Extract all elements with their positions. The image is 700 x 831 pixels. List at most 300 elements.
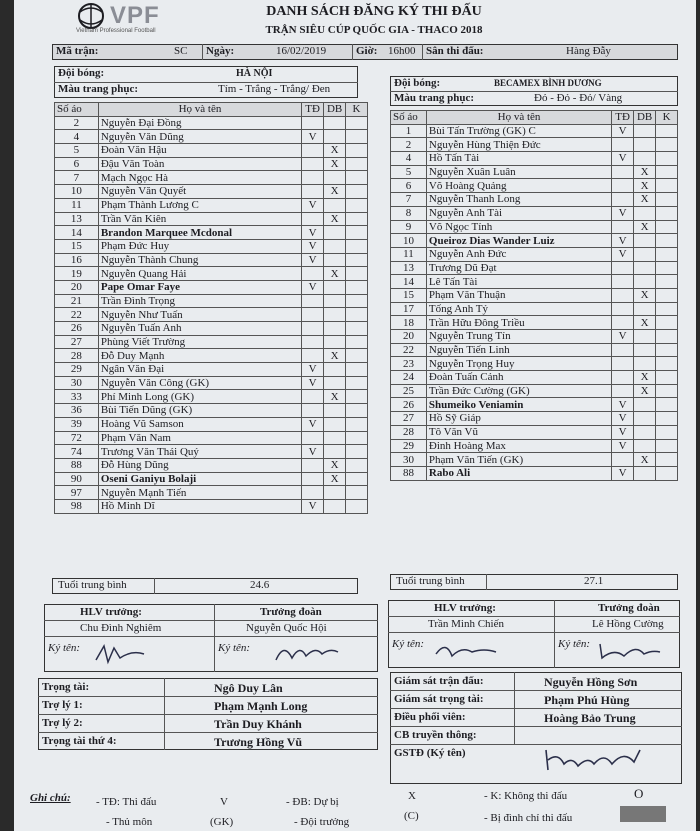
player-name: Nguyễn Quang Hải xyxy=(98,267,301,281)
player-k-mark xyxy=(346,335,368,349)
player-name: Trần Đức Cường (GK) xyxy=(426,384,611,398)
vpf-ball-icon xyxy=(76,2,112,30)
player-db-mark xyxy=(324,130,346,144)
player-db-mark xyxy=(634,357,656,371)
player-td-mark xyxy=(302,322,324,336)
player-k-mark xyxy=(346,294,368,308)
legend-k-label: - K: Không thi đấu xyxy=(484,790,568,802)
legend-db-label: - ĐB: Dự bị xyxy=(286,796,339,808)
player-td-mark xyxy=(612,261,634,275)
player-td-mark: V xyxy=(302,253,324,267)
player-name: Trần Đình Trọng xyxy=(98,294,301,308)
player-number: 30 xyxy=(391,453,427,467)
roster-row xyxy=(391,343,678,357)
match-venue-label: Sân thi đấu: xyxy=(426,45,484,57)
player-number: 5 xyxy=(391,165,427,179)
player-k-mark xyxy=(656,466,678,480)
right-team-label: Đội bóng: xyxy=(394,77,441,89)
player-db-mark xyxy=(634,261,656,275)
player-db-mark: X xyxy=(324,144,346,158)
player-number: 26 xyxy=(55,322,99,336)
player-name: Nguyễn Đại Đồng xyxy=(98,116,301,130)
right-manager: Lê Hồng Cường xyxy=(592,618,664,630)
right-manager-sign-label: Ký tên: xyxy=(558,638,591,650)
right-team-name: BECAMEX BÌNH DƯƠNG xyxy=(494,78,602,88)
player-number: 13 xyxy=(391,261,427,275)
player-number: 29 xyxy=(391,439,427,453)
player-name: Nguyễn Trọng Huy xyxy=(426,357,611,371)
player-td-mark xyxy=(612,179,634,193)
player-number: 7 xyxy=(55,171,99,185)
player-td-mark xyxy=(612,275,634,289)
player-db-mark: X xyxy=(634,384,656,398)
left-kit-label: Màu trang phục: xyxy=(58,83,139,95)
roster-row xyxy=(391,466,678,480)
player-k-mark xyxy=(656,439,678,453)
player-db-mark xyxy=(324,239,346,253)
player-name: Trương Văn Thái Quý xyxy=(98,445,301,459)
col-db: DB xyxy=(324,103,346,117)
left-manager-sign-label: Ký tên: xyxy=(218,642,251,654)
player-name: Nguyễn Hùng Thiện Đức xyxy=(426,138,611,152)
player-number: 88 xyxy=(391,466,427,480)
player-td-mark xyxy=(302,185,324,199)
left-roster-header xyxy=(55,103,368,117)
player-td-mark: V xyxy=(302,445,324,459)
player-db-mark xyxy=(324,198,346,212)
player-db-mark xyxy=(634,439,656,453)
player-name: Ngân Văn Đại xyxy=(98,363,301,377)
player-db-mark xyxy=(634,398,656,412)
roster-row xyxy=(55,335,368,349)
player-td-mark: V xyxy=(612,206,634,220)
roster-row xyxy=(391,316,678,330)
player-number: 72 xyxy=(55,431,99,445)
player-k-mark xyxy=(346,322,368,336)
player-td-mark xyxy=(302,267,324,281)
player-td-mark: V xyxy=(302,376,324,390)
roster-row xyxy=(55,499,368,513)
player-db-mark: X xyxy=(324,185,346,199)
roster-row xyxy=(391,152,678,166)
left-avg-age: 24.6 xyxy=(250,579,270,591)
legend-td-label: - TĐ: Thi đấu xyxy=(96,796,157,808)
player-td-mark xyxy=(612,302,634,316)
roster-row xyxy=(55,322,368,336)
legend-db-mark: X xyxy=(408,790,416,802)
roster-row xyxy=(55,144,368,158)
player-db-mark xyxy=(324,280,346,294)
match-venue: Hàng Đẫy xyxy=(566,45,611,57)
legend-captain-mark: (C) xyxy=(404,810,419,822)
player-k-mark xyxy=(656,124,678,138)
vpf-logo-subtext: Vietnam Professional Football xyxy=(76,28,156,34)
roster-row xyxy=(391,138,678,152)
player-db-mark: X xyxy=(324,349,346,363)
player-name: Tống Anh Tỷ xyxy=(426,302,611,316)
supervisor-name: Nguyễn Hồng Sơn xyxy=(544,675,638,689)
player-name: Phùng Viết Trường xyxy=(98,335,301,349)
referee-label: Trợ lý 1: xyxy=(42,699,83,711)
roster-row xyxy=(55,404,368,418)
col-k: K xyxy=(656,111,678,125)
player-number: 26 xyxy=(391,398,427,412)
col-number: Số áo xyxy=(55,103,99,117)
player-td-mark xyxy=(612,316,634,330)
player-name: Phí Minh Long (GK) xyxy=(98,390,301,404)
player-td-mark xyxy=(302,472,324,486)
left-coach-signature xyxy=(92,640,152,668)
player-name: Nguyễn Văn Quyết xyxy=(98,185,301,199)
player-number: 7 xyxy=(391,193,427,207)
player-k-mark xyxy=(346,445,368,459)
col-db: DB xyxy=(634,111,656,125)
player-td-mark: V xyxy=(612,330,634,344)
player-td-mark xyxy=(612,193,634,207)
supervisor-label: GSTĐ (Ký tên) xyxy=(394,747,466,759)
match-code: SC xyxy=(174,45,188,57)
player-name: Brandon Marquee Mcdonal xyxy=(98,226,301,240)
player-number: 36 xyxy=(55,404,99,418)
player-number: 10 xyxy=(55,185,99,199)
player-number: 25 xyxy=(391,384,427,398)
player-name: Queiroz Dias Wander Luiz xyxy=(426,234,611,248)
player-k-mark xyxy=(346,390,368,404)
player-db-mark xyxy=(324,431,346,445)
page-subtitle: TRẬN SIÊU CÚP QUỐC GIA - THACO 2018 xyxy=(265,24,483,36)
col-name: Họ và tên xyxy=(98,103,301,117)
player-number: 14 xyxy=(55,226,99,240)
player-td-mark xyxy=(302,144,324,158)
player-number: 2 xyxy=(391,138,427,152)
player-number: 2 xyxy=(55,116,99,130)
player-db-mark: X xyxy=(634,220,656,234)
roster-row xyxy=(391,357,678,371)
supervisor-name: Phạm Phú Hùng xyxy=(544,693,630,707)
player-name: Nguyễn Thành Chung xyxy=(98,253,301,267)
player-name: Võ Hoàng Quảng xyxy=(426,179,611,193)
player-td-mark: V xyxy=(302,198,324,212)
player-db-mark: X xyxy=(324,212,346,226)
player-k-mark xyxy=(346,499,368,513)
left-kit: Tím - Trắng - Trắng/ Đen xyxy=(218,83,331,95)
player-db-mark xyxy=(324,253,346,267)
player-td-mark xyxy=(612,220,634,234)
roster-row xyxy=(391,165,678,179)
roster-row xyxy=(55,431,368,445)
player-number: 15 xyxy=(391,288,427,302)
referee-name: Ngô Duy Lân xyxy=(214,681,283,695)
player-k-mark xyxy=(656,425,678,439)
player-name: Đoàn Văn Hậu xyxy=(98,144,301,158)
match-date-label: Ngày: xyxy=(206,45,235,57)
player-k-mark xyxy=(346,417,368,431)
player-k-mark xyxy=(656,275,678,289)
supervisor-name: Hoàng Bảo Trung xyxy=(544,711,636,725)
roster-row xyxy=(391,247,678,261)
player-name: Bùi Tấn Trường (GK) C xyxy=(426,124,611,138)
player-k-mark xyxy=(346,280,368,294)
player-td-mark: V xyxy=(302,239,324,253)
player-k-mark xyxy=(346,486,368,500)
roster-row xyxy=(391,384,678,398)
player-number: 22 xyxy=(391,343,427,357)
left-roster-table xyxy=(54,102,368,514)
player-name: Đoàn Tuấn Cảnh xyxy=(426,371,611,385)
player-number: 18 xyxy=(391,316,427,330)
player-db-mark: X xyxy=(634,316,656,330)
player-number: 20 xyxy=(55,280,99,294)
player-k-mark xyxy=(656,165,678,179)
player-db-mark xyxy=(634,275,656,289)
roster-row xyxy=(391,288,678,302)
player-k-mark xyxy=(346,212,368,226)
player-number: 21 xyxy=(55,294,99,308)
player-td-mark xyxy=(612,165,634,179)
player-name: Shumeiko Veniamin xyxy=(426,398,611,412)
player-k-mark xyxy=(346,185,368,199)
supervisor-label: Điều phối viên: xyxy=(394,711,466,723)
right-manager-label: Trưởng đoàn xyxy=(598,602,660,614)
right-manager-signature xyxy=(594,636,664,664)
player-number: 4 xyxy=(55,130,99,144)
player-db-mark: X xyxy=(324,267,346,281)
player-db-mark: X xyxy=(634,193,656,207)
supervisor-signature xyxy=(538,742,658,778)
player-name: Nguyễn Tuấn Anh xyxy=(98,322,301,336)
player-td-mark: V xyxy=(302,363,324,377)
left-manager-signature xyxy=(272,638,342,668)
player-db-mark xyxy=(634,412,656,426)
player-db-mark: X xyxy=(634,371,656,385)
left-team-name: HÀ NỘI xyxy=(236,68,273,79)
player-name: Pape Omar Faye xyxy=(98,280,301,294)
player-td-mark xyxy=(612,371,634,385)
roster-row xyxy=(391,234,678,248)
player-number: 14 xyxy=(391,275,427,289)
player-number: 28 xyxy=(55,349,99,363)
player-number: 17 xyxy=(391,302,427,316)
roster-row xyxy=(391,412,678,426)
roster-row xyxy=(55,280,368,294)
right-coach-signature xyxy=(432,636,502,664)
left-coach: Chu Đình Nghiêm xyxy=(80,622,162,634)
player-td-mark xyxy=(612,384,634,398)
player-td-mark: V xyxy=(612,439,634,453)
player-td-mark xyxy=(302,349,324,363)
player-name: Phạm Đức Huy xyxy=(98,239,301,253)
player-name: Hồ Tấn Tài xyxy=(426,152,611,166)
player-k-mark xyxy=(656,302,678,316)
player-db-mark xyxy=(324,376,346,390)
player-k-mark xyxy=(346,308,368,322)
left-avg-label: Tuổi trung bình xyxy=(58,579,127,591)
left-manager-label: Trưởng đoàn xyxy=(260,606,322,618)
player-td-mark xyxy=(302,294,324,308)
col-k: K xyxy=(346,103,368,117)
supervisor-label: Giám sát trọng tài: xyxy=(394,693,484,705)
player-name: Nguyễn Xuân Luân xyxy=(426,165,611,179)
legend-k-mark: O xyxy=(634,786,644,801)
roster-row xyxy=(55,171,368,185)
player-db-mark xyxy=(634,152,656,166)
roster-row xyxy=(391,439,678,453)
player-number: 30 xyxy=(55,376,99,390)
match-time-label: Giờ: xyxy=(356,45,378,57)
player-number: 23 xyxy=(391,357,427,371)
player-number: 13 xyxy=(55,212,99,226)
player-k-mark xyxy=(656,398,678,412)
player-db-mark: X xyxy=(324,472,346,486)
player-number: 11 xyxy=(55,198,99,212)
player-db-mark xyxy=(634,330,656,344)
player-number: 27 xyxy=(391,412,427,426)
player-name: Trần Hữu Đông Triều xyxy=(426,316,611,330)
match-time: 16h00 xyxy=(388,45,416,57)
player-k-mark xyxy=(346,363,368,377)
player-name: Oseni Ganiyu Bolaji xyxy=(98,472,301,486)
left-coach-label: HLV trưởng: xyxy=(80,606,142,618)
legend-td-mark: V xyxy=(220,796,228,808)
player-td-mark xyxy=(612,288,634,302)
player-db-mark: X xyxy=(324,458,346,472)
player-number: 6 xyxy=(55,157,99,171)
player-number: 5 xyxy=(55,144,99,158)
roster-row xyxy=(55,486,368,500)
roster-row xyxy=(391,425,678,439)
roster-row xyxy=(391,371,678,385)
player-db-mark xyxy=(324,308,346,322)
registration-sheet xyxy=(14,0,696,831)
player-k-mark xyxy=(656,179,678,193)
roster-row xyxy=(391,193,678,207)
roster-row xyxy=(55,185,368,199)
player-db-mark xyxy=(324,486,346,500)
player-db-mark xyxy=(324,417,346,431)
player-number: 15 xyxy=(55,239,99,253)
player-number: 33 xyxy=(55,390,99,404)
roster-row xyxy=(391,302,678,316)
player-number: 22 xyxy=(55,308,99,322)
player-db-mark xyxy=(634,425,656,439)
player-db-mark xyxy=(634,302,656,316)
player-db-mark xyxy=(634,138,656,152)
player-k-mark xyxy=(346,239,368,253)
player-number: 19 xyxy=(55,267,99,281)
player-name: Tô Văn Vũ xyxy=(426,425,611,439)
roster-row xyxy=(391,275,678,289)
player-number: 97 xyxy=(55,486,99,500)
player-td-mark: V xyxy=(612,398,634,412)
player-name: Mạch Ngọc Hà xyxy=(98,171,301,185)
right-avg-age: 27.1 xyxy=(584,575,604,587)
player-db-mark xyxy=(634,234,656,248)
roster-row xyxy=(55,294,368,308)
legend-suspended-swatch xyxy=(620,806,666,822)
player-k-mark xyxy=(656,453,678,467)
player-name: Phạm Thành Lương C xyxy=(98,198,301,212)
col-td: TĐ xyxy=(612,111,634,125)
player-k-mark xyxy=(346,116,368,130)
player-k-mark xyxy=(346,349,368,363)
player-db-mark xyxy=(324,404,346,418)
roster-row xyxy=(391,453,678,467)
roster-row xyxy=(55,157,368,171)
player-k-mark xyxy=(346,472,368,486)
player-td-mark xyxy=(302,116,324,130)
player-k-mark xyxy=(346,404,368,418)
player-td-mark: V xyxy=(612,466,634,480)
player-name: Phạm Văn Tiến (GK) xyxy=(426,453,611,467)
player-name: Trương Dũ Đạt xyxy=(426,261,611,275)
roster-row xyxy=(55,239,368,253)
player-td-mark: V xyxy=(302,499,324,513)
player-db-mark: X xyxy=(634,165,656,179)
player-td-mark xyxy=(302,308,324,322)
player-td-mark xyxy=(302,171,324,185)
player-name: Nguyễn Trung Tín xyxy=(426,330,611,344)
player-number: 4 xyxy=(391,152,427,166)
player-td-mark: V xyxy=(612,412,634,426)
player-k-mark xyxy=(656,193,678,207)
player-db-mark: X xyxy=(324,157,346,171)
player-name: Nguyễn Tiến Linh xyxy=(426,343,611,357)
legend-gk-mark: (GK) xyxy=(210,816,234,828)
player-db-mark xyxy=(634,247,656,261)
player-k-mark xyxy=(656,247,678,261)
player-db-mark xyxy=(324,116,346,130)
player-td-mark xyxy=(612,357,634,371)
player-name: Hồ Sỹ Giáp xyxy=(426,412,611,426)
player-name: Rabo Ali xyxy=(426,466,611,480)
player-number: 90 xyxy=(55,472,99,486)
player-number: 11 xyxy=(391,247,427,261)
player-td-mark: V xyxy=(612,124,634,138)
player-number: 24 xyxy=(391,371,427,385)
player-name: Nguyễn Thanh Long xyxy=(426,193,611,207)
player-db-mark xyxy=(324,171,346,185)
player-k-mark xyxy=(656,330,678,344)
player-number: 74 xyxy=(55,445,99,459)
player-name: Nguyễn Văn Dũng xyxy=(98,130,301,144)
legend-captain-label: - Đội trưởng xyxy=(294,816,350,828)
player-number: 98 xyxy=(55,499,99,513)
referee-label: Trọng tài: xyxy=(42,681,90,693)
player-k-mark xyxy=(656,234,678,248)
player-db-mark xyxy=(324,294,346,308)
player-db-mark xyxy=(634,466,656,480)
player-td-mark: V xyxy=(612,234,634,248)
player-name: Đinh Hoàng Max xyxy=(426,439,611,453)
player-db-mark xyxy=(324,445,346,459)
right-roster-table xyxy=(390,110,678,481)
player-db-mark xyxy=(634,124,656,138)
player-td-mark xyxy=(612,343,634,357)
player-number: 29 xyxy=(55,363,99,377)
player-k-mark xyxy=(656,220,678,234)
player-number: 39 xyxy=(55,417,99,431)
player-db-mark: X xyxy=(634,288,656,302)
player-name: Hồ Minh Dĩ xyxy=(98,499,301,513)
roster-row xyxy=(55,198,368,212)
player-k-mark xyxy=(656,357,678,371)
player-db-mark xyxy=(324,226,346,240)
player-k-mark xyxy=(656,371,678,385)
roster-row xyxy=(55,458,368,472)
legend-suspended-label: - Bị đình chỉ thi đấu xyxy=(484,812,573,824)
right-coach: Trần Minh Chiến xyxy=(428,618,504,630)
page-title: DANH SÁCH ĐĂNG KÝ THI ĐẤU xyxy=(266,4,482,19)
